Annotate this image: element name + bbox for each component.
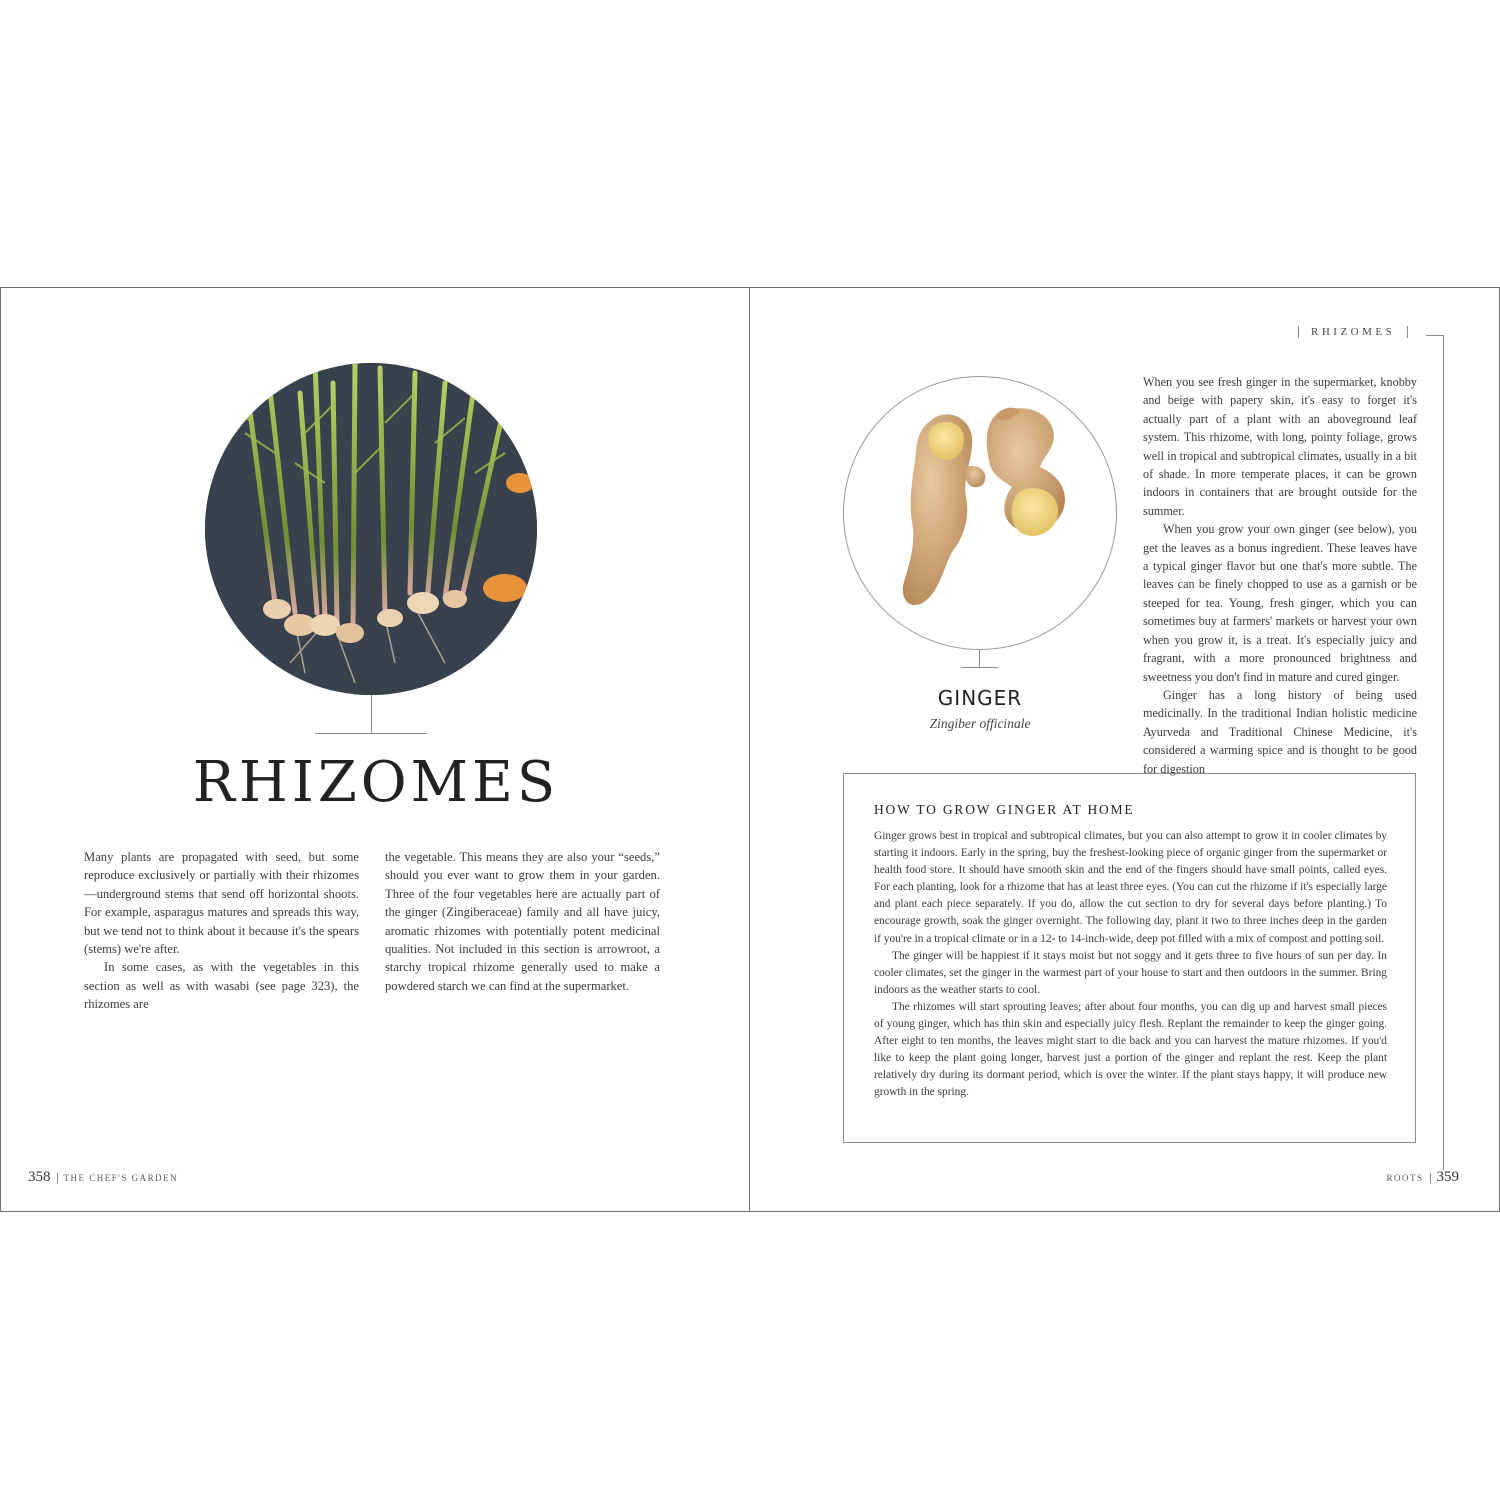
intro-paragraph: Many plants are propagated with seed, but some reproduce exclusively or partially with their rhizomes—underground stems that send off horizontal shoots. For example, asparagus matures and spreads this way, but we tend not to think about it because it's the spears (stems) we're after. xyxy=(84,850,359,957)
sidebar-paragraph: Ginger grows best in tropical and subtropical climates, but you can also attempt to grow it in cooler climates by starting it indoors. Early in the spring, buy the freshest-looking piece of organic ginger from the supermarket or health food store. It should have smooth skin and the end of the fingers should have small points, called eyes. For each planting, look for a rhizome that has at least three eyes. (You can cut the rhizome if it's especially large and plant each piece separately. If you do, allow the cut section to dry for several days before planting.) To encourage growth, soak the ginger overnight. The following day, plant it two to three inches deep in the garden if you're in a tropical climate or in a 12- to 14-inch-wide, deep pot filled with a mix of compost and potting soil. xyxy=(874,830,1387,945)
ginger-connector-line xyxy=(979,649,980,667)
photo-connector-line xyxy=(371,695,372,733)
page-number: 359 xyxy=(1436,1169,1459,1185)
rhizome-stalks-photo xyxy=(205,363,537,695)
sidebar-paragraph: The ginger will be happiest if it stays moist but not soggy and it gets three to five hours of sun per day. In cooler climates, set the ginger in the warmest part of your house to start and then outdoors in the summer. Bring indoors as the weather starts to cool. xyxy=(874,949,1387,996)
plant-latin-name: Zingiber officinale xyxy=(929,716,1031,731)
left-page xyxy=(0,287,750,1212)
rhizome-stalks-illustration xyxy=(205,363,537,695)
intro-paragraph: In some cases, as with the vegetables in this section as well as with wasabi (see page 323), the rhizomes are xyxy=(84,960,359,1012)
section-rule-horizontal xyxy=(1426,335,1444,336)
ginger-photo xyxy=(843,376,1117,650)
ginger-root-illustration xyxy=(844,377,1116,649)
running-head: THE CHEF'S GARDEN xyxy=(57,1173,179,1183)
sidebar-paragraph: The rhizomes will start sprouting leaves; after about four months, you can dig up and harvest small pieces of young ginger, which has thin skin and especially juicy flesh. Replant the remainder to keep the ginger going. After eight to ten months, the leaves might start to die back and you can harvest the mature rhizomes. If you'd like to keep the plant going longer, harvest just a portion of the ginger and replant the rest. Keep the plant relatively dry during its dormant period, which is over the winter. If the plant stays happy, it will produce new growth in the spring. xyxy=(874,1000,1387,1099)
right-folio xyxy=(1386,1169,1459,1186)
section-rule-vertical xyxy=(1443,335,1444,1170)
photo-connector-bar xyxy=(315,733,427,734)
intro-column-1 xyxy=(84,848,359,1014)
ginger-description xyxy=(1143,373,1417,778)
body-paragraph: When you see fresh ginger in the supermarket, knobby and beige with papery skin, it's easy to forget it's actually part of a plant with an aboveground leaf system. This rhizome, with long, pointy foliage, grows well in tropical and subtropical climates, usually in a bit of shade. In more temperate places, it can be grown indoors in containers that are brought outside for the summer. xyxy=(1143,375,1417,518)
how-to-grow-sidebar xyxy=(843,773,1416,1143)
intro-paragraph: the vegetable. This means they are also your “seeds,” should you ever want to grow them in your garden. Three of the four vegetables here are actually part of the ginger (Zingiberaceae) family and all have juicy, aromatic rhizomes with potentially potent medicinal qualities. Not included in this section is arrowroot, a starchy tropical rhizome generally used to make a powdered starch we can find at the supermarket. xyxy=(385,850,660,993)
body-paragraph: Ginger has a long history of being used medicinally. In the traditional Indian holistic medicine Ayurveda and Traditional Chinese Medicine, it's considered a warming spice and is thought to be good for digestion xyxy=(1143,687,1417,776)
chapter-title: RHIZOMES xyxy=(192,750,560,815)
ginger-connector-bar xyxy=(961,667,998,668)
section-tag: RHIZOMES xyxy=(1298,326,1408,338)
intro-column-2 xyxy=(385,848,660,995)
left-folio xyxy=(28,1169,178,1186)
sidebar-title: HOW TO GROW GINGER AT HOME xyxy=(874,802,1135,817)
page-number: 358 xyxy=(28,1169,51,1185)
right-page xyxy=(749,287,1500,1212)
body-paragraph: When you grow your own ginger (see below), you get the leaves as a bonus ingredient. These leaves have a typical ginger flavor but one that's more subtle. The leaves can be finely chopped to use as a garnish or be steeped for tea. Young, fresh ginger, which you can sometimes buy at farmers' markets or harvest your own when you grow it, is a treat. It's especially juicy and fragrant, with a more pronounced brightness and sweetness you don't find in mature and cured ginger. xyxy=(1143,522,1417,684)
book-spread xyxy=(0,287,1500,1212)
plant-name: GINGER xyxy=(937,686,1023,710)
running-head: ROOTS xyxy=(1386,1173,1430,1183)
